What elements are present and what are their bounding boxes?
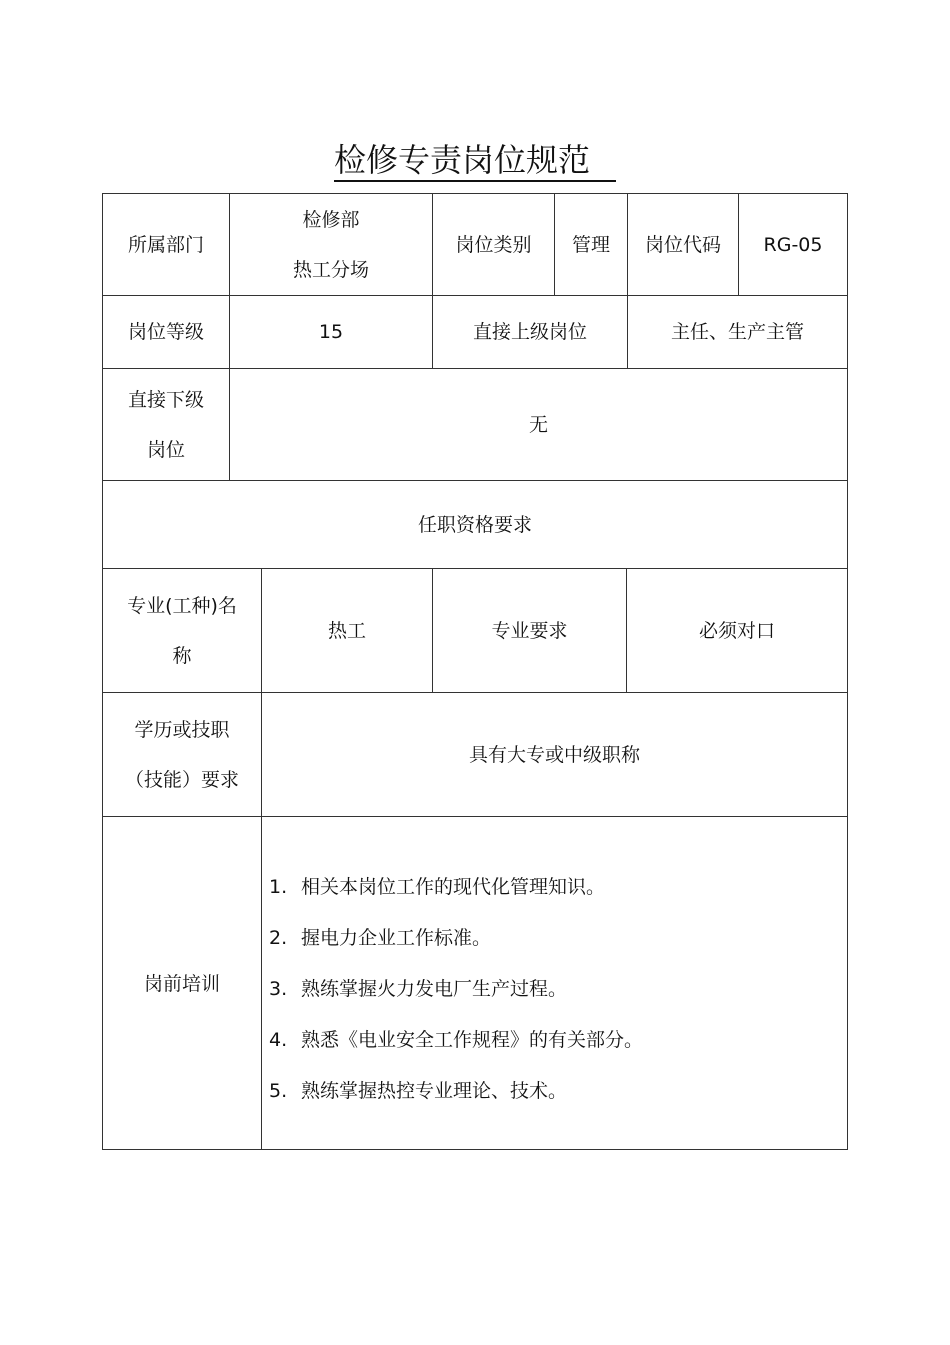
subordinate-value: 无: [528, 413, 548, 436]
superior-label: 直接上级岗位: [472, 321, 587, 343]
requirement-value: 必须对口: [698, 619, 775, 642]
section-header: 任职资格要求: [417, 513, 532, 536]
subordinate-label: 直接下级 岗位: [127, 388, 204, 461]
code-label: 岗位代码: [644, 233, 721, 256]
page-title: 检修专责岗位规范: [0, 140, 950, 182]
training-label: 岗前培训: [143, 972, 220, 995]
list-item: 5. 熟练掌握热控专业理论、技术。: [269, 1080, 568, 1102]
requirement-label: 专业要求: [491, 619, 568, 642]
education-label: 学历或技职 （技能）要求: [124, 718, 239, 791]
code-value: RG-05: [763, 233, 823, 256]
list-item: 3. 熟练掌握火力发电厂生产过程。: [269, 978, 568, 1000]
dept-value: 检修部 热工分场: [292, 208, 369, 281]
major-label: 专业(工种)名 称: [127, 594, 237, 667]
level-value: 15: [318, 321, 344, 343]
list-item: 2. 握电力企业工作标准。: [269, 927, 492, 949]
level-label: 岗位等级: [127, 321, 204, 343]
list-item: 1. 相关本岗位工作的现代化管理知识。: [269, 876, 606, 898]
category-label: 岗位类别: [455, 233, 532, 256]
dept-label: 所属部门: [127, 233, 204, 256]
spec-table: [102, 193, 848, 1150]
list-item: 4. 熟悉《电业安全工作规程》的有关部分。: [269, 1029, 644, 1051]
superior-value: 主任、生产主管: [670, 321, 804, 343]
training-list: [269, 862, 643, 1117]
category-value: 管理: [571, 233, 610, 256]
major-value: 热工: [327, 619, 366, 642]
education-value: 具有大专或中级职称: [468, 743, 640, 766]
